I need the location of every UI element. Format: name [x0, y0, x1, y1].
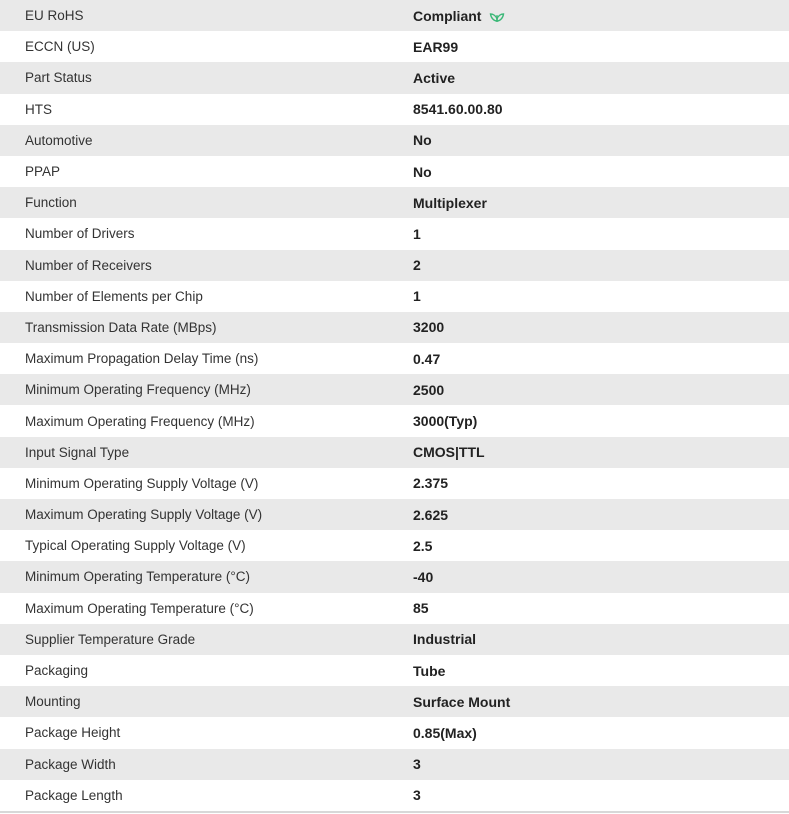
spec-value: Active	[413, 69, 456, 86]
leaf-icon	[489, 9, 505, 23]
spec-row-max-propagation-delay	[0, 343, 789, 374]
spec-label: Automotive	[25, 132, 93, 148]
spec-row-elements-per-chip	[0, 281, 789, 312]
spec-row-eu-rohs	[0, 0, 789, 31]
spec-label: Number of Drivers	[25, 226, 135, 242]
spec-value: 3	[413, 756, 421, 773]
spec-value: 0.47	[413, 350, 441, 367]
spec-label: EU RoHS	[25, 8, 84, 24]
spec-row-max-operating-temperature	[0, 593, 789, 624]
spec-label: Package Width	[25, 756, 116, 772]
spec-value: Tube	[413, 662, 446, 679]
spec-label: Transmission Data Rate (MBps)	[25, 319, 217, 335]
spec-value: 1	[413, 225, 421, 242]
spec-value: 2.5	[413, 537, 433, 554]
spec-label: Part Status	[25, 70, 92, 86]
spec-label: Maximum Operating Frequency (MHz)	[25, 413, 255, 429]
spec-row-transmission-data-rate	[0, 312, 789, 343]
spec-value: EAR99	[413, 38, 459, 55]
table-bottom-divider	[0, 811, 789, 813]
spec-row-min-operating-frequency	[0, 374, 789, 405]
spec-value-cell	[413, 0, 789, 31]
spec-value: -40	[413, 568, 434, 585]
spec-label: Mounting	[25, 694, 81, 710]
spec-value: Surface Mount	[413, 693, 511, 710]
spec-value: 3000(Typ)	[413, 413, 478, 430]
spec-row-max-supply-voltage	[0, 499, 789, 530]
spec-value: 85	[413, 600, 429, 617]
spec-row-ppap	[0, 156, 789, 187]
spec-label: Input Signal Type	[25, 444, 130, 460]
spec-row-package-length	[0, 780, 789, 811]
spec-value: 2.375	[413, 475, 449, 492]
spec-label: ECCN (US)	[25, 39, 95, 55]
spec-label: Maximum Operating Temperature (°C)	[25, 600, 254, 616]
spec-row-package-height	[0, 717, 789, 748]
spec-value: Industrial	[413, 631, 477, 648]
spec-label: Minimum Operating Temperature (°C)	[25, 569, 250, 585]
spec-label: Supplier Temperature Grade	[25, 631, 196, 647]
spec-value: Compliant	[413, 7, 482, 24]
spec-value: Multiplexer	[413, 194, 487, 211]
spec-row-automotive	[0, 125, 789, 156]
spec-row-number-of-receivers	[0, 250, 789, 281]
spec-value: 3200	[413, 319, 445, 336]
spec-row-function	[0, 187, 789, 218]
spec-label: PPAP	[25, 164, 61, 180]
spec-label: Number of Elements per Chip	[25, 288, 203, 304]
spec-row-input-signal-type	[0, 437, 789, 468]
spec-row-supplier-temperature-grade	[0, 624, 789, 655]
spec-row-min-operating-temperature	[0, 561, 789, 592]
spec-value: 0.85(Max)	[413, 724, 477, 741]
spec-label: Minimum Operating Supply Voltage (V)	[25, 475, 259, 491]
spec-row-min-supply-voltage	[0, 468, 789, 499]
spec-label: Package Length	[25, 787, 123, 803]
spec-row-max-operating-frequency	[0, 405, 789, 436]
spec-row-eccn	[0, 31, 789, 62]
spec-value: 2500	[413, 381, 445, 398]
spec-row-part-status	[0, 62, 789, 93]
spec-row-typical-supply-voltage	[0, 530, 789, 561]
spec-row-hts	[0, 94, 789, 125]
spec-label: Function	[25, 195, 77, 211]
spec-value: 3	[413, 787, 421, 804]
spec-row-packaging	[0, 655, 789, 686]
spec-label: HTS	[25, 101, 52, 117]
spec-label: Number of Receivers	[25, 257, 152, 273]
spec-label: Packaging	[25, 663, 89, 679]
spec-label: Typical Operating Supply Voltage (V)	[25, 538, 246, 554]
spec-label: Package Height	[25, 725, 121, 741]
spec-value: CMOS|TTL	[413, 444, 485, 461]
spec-label: Minimum Operating Frequency (MHz)	[25, 382, 251, 398]
spec-value: No	[413, 132, 432, 149]
spec-label: Maximum Propagation Delay Time (ns)	[25, 351, 259, 367]
spec-row-package-width	[0, 749, 789, 780]
spec-value: 2	[413, 257, 421, 274]
spec-row-mounting	[0, 686, 789, 717]
spec-value: 1	[413, 288, 421, 305]
spec-label: Maximum Operating Supply Voltage (V)	[25, 507, 263, 523]
spec-value: No	[413, 163, 432, 180]
spec-row-number-of-drivers	[0, 218, 789, 249]
spec-value: 2.625	[413, 506, 449, 523]
spec-value: 8541.60.00.80	[413, 101, 503, 118]
